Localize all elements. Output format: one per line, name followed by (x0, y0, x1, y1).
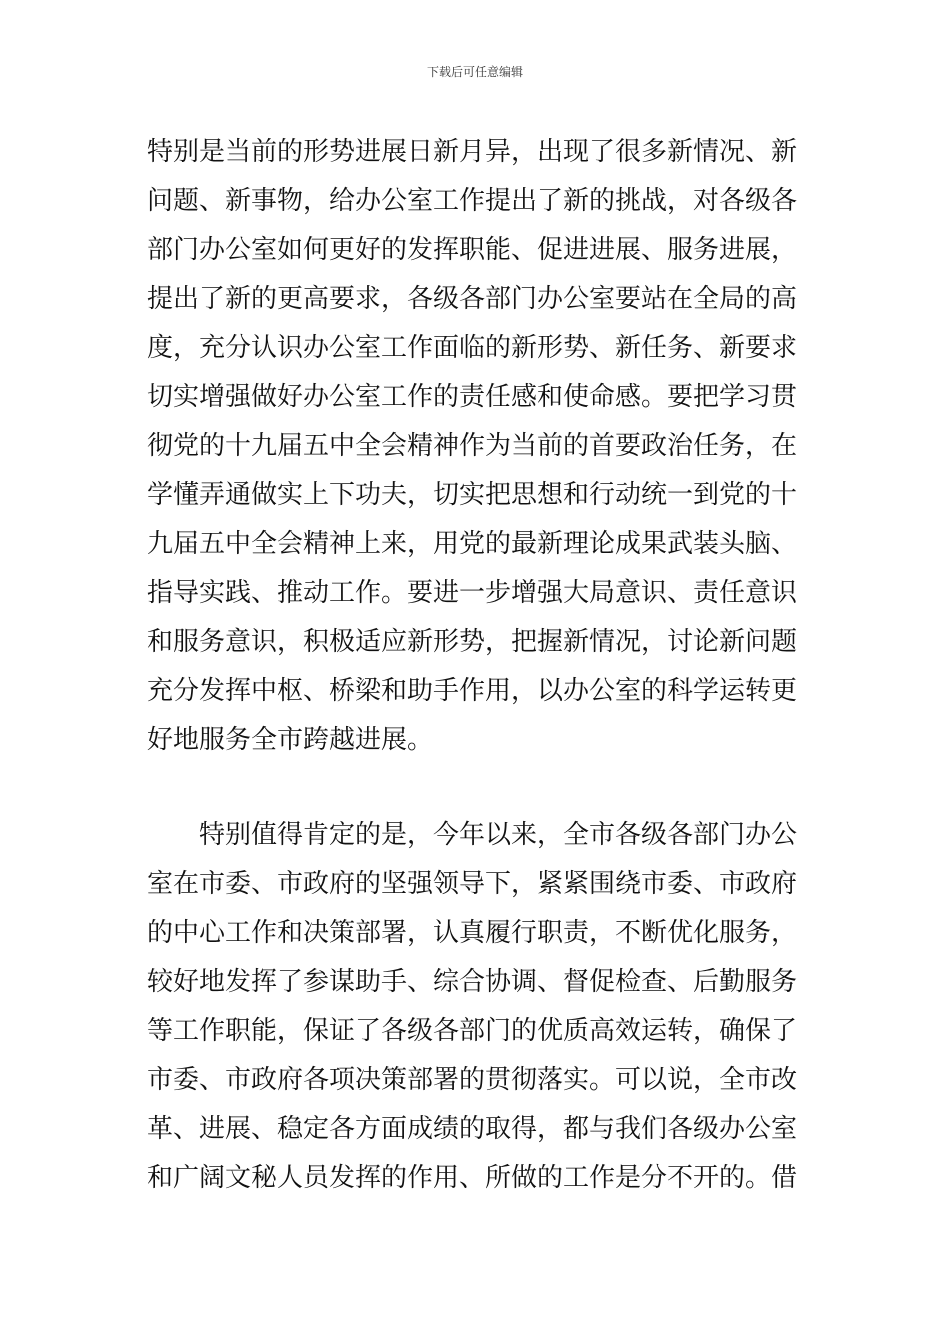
page-header-text: 下载后可任意编辑 (426, 65, 523, 79)
text-line: 等工作职能，保证了各级各部门的优质高效运转，确保了 (147, 1016, 798, 1046)
text-line: 特别值得肯定的是，今年以来，全市各级各部门办公 (147, 820, 798, 850)
text-line: 好地服务全市跨越进展。 (147, 725, 434, 755)
text-line: 市委、市政府各项决策部署的贯彻落实。可以说，全市改 (147, 1065, 798, 1095)
text-line: 提出了新的更高要求，各级各部门办公室要站在全局的高 (147, 284, 798, 314)
text-line: 室在市委、市政府的坚强领导下，紧紧围绕市委、市政府 (147, 869, 798, 899)
paragraph-spacer (147, 765, 807, 811)
paragraph-2 (147, 811, 807, 1203)
text-line: 部门办公室如何更好的发挥职能、促进进展、服务进展， (147, 235, 798, 265)
text-line: 充分发挥中枢、桥梁和助手作用，以办公室的科学运转更 (147, 676, 798, 706)
text-line: 和服务意识，积极适应新形势，把握新情况，讨论新问题 (147, 627, 798, 657)
paragraph-1 (147, 128, 807, 765)
text-line: 问题、新事物，给办公室工作提出了新的挑战，对各级各 (147, 186, 798, 216)
text-line: 学懂弄通做实上下功夫，切实把思想和行动统一到党的十 (147, 480, 798, 510)
text-line: 度，充分认识办公室工作面临的新形势、新任务、新要求 (147, 333, 798, 363)
text-line: 九届五中全会精神上来，用党的最新理论成果武装头脑、 (147, 529, 798, 559)
text-line: 切实增强做好办公室工作的责任感和使命感。要把学习贯 (147, 382, 798, 412)
text-line: 彻党的十九届五中全会精神作为当前的首要政治任务，在 (147, 431, 798, 461)
text-line: 革、进展、稳定各方面成绩的取得，都与我们各级办公室 (147, 1114, 798, 1144)
page-header (0, 64, 950, 80)
text-line: 特别是当前的形势进展日新月异，出现了很多新情况、新 (147, 137, 798, 167)
document-body (147, 128, 807, 1203)
text-line: 和广阔文秘人员发挥的作用、所做的工作是分不开的。借 (147, 1163, 798, 1193)
text-line: 较好地发挥了参谋助手、综合协调、督促检查、后勤服务 (147, 967, 798, 997)
text-line: 指导实践、推动工作。要进一步增强大局意识、责任意识 (147, 578, 798, 608)
text-line: 的中心工作和决策部署，认真履行职责，不断优化服务， (147, 918, 798, 948)
